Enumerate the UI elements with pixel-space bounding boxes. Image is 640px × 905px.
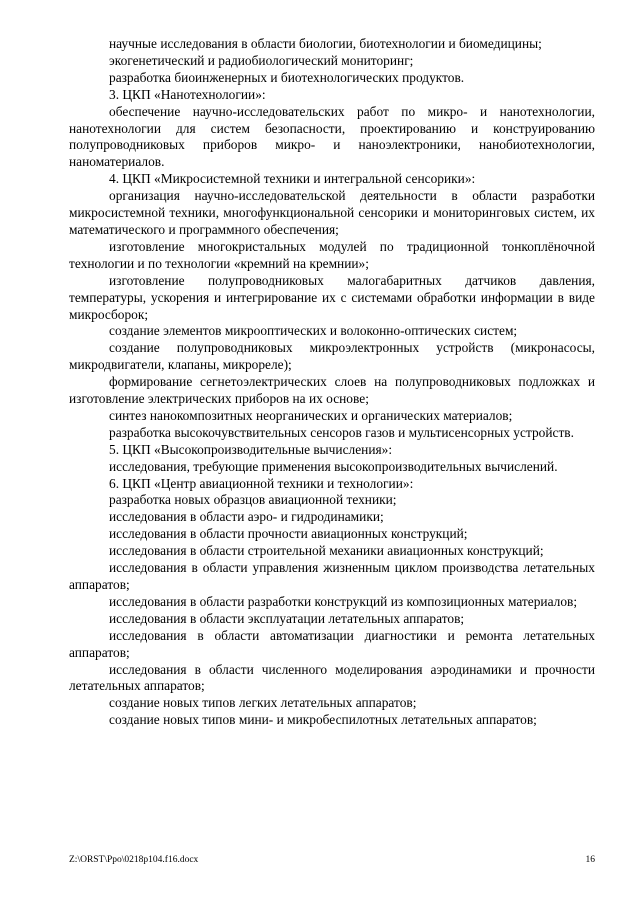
paragraph: синтез нанокомпозитных неорганических и органических материалов; [109,407,513,423]
section-heading: 3. ЦКП «Нанотехнологии»: [109,86,266,102]
paragraph: разработка высокочувствительных сенсоров газов и мультисенсорных устройств. [109,424,574,440]
file-path: Z:\ORST\Ppo\0218p104.f16.docx [69,855,199,865]
paragraph: создание полупроводниковых микроэлектронных устройств (микронасосы, микродвигатели, клапаны, микрореле); [69,340,595,373]
page-footer [69,855,595,865]
paragraph: исследования в области эксплуатации летательных аппаратов; [109,610,465,626]
page-number: 16 [585,855,595,865]
paragraph: изготовление полупроводниковых малогабаритных датчиков давления, температуры, ускорения и интегрирование их с системами обработки информации в виде микросборок; [69,272,595,322]
paragraph: создание новых типов легких летательных аппаратов; [109,695,417,711]
paragraph: организация научно-исследовательской деятельности в области разработки микросистемной техники, многофункциональной сенсорики и мониторинговых систем, их математического и программного обеспечения; [69,188,595,237]
paragraph: исследования в области строительной механики авиационных конструкций; [109,543,544,559]
document-body [69,36,595,729]
paragraph: исследования в области автоматизации диагностики и ремонта летательных аппаратов; [69,627,595,660]
paragraph: исследования в области разработки конструкций из композиционных материалов; [109,593,578,609]
paragraph: исследования в области численного моделирования аэродинамики и прочности летательных аппаратов; [69,661,595,694]
paragraph: исследования в области прочности авиационных конструкций; [109,526,468,542]
paragraph: создание элементов микрооптических и волоконно-оптических систем; [109,323,518,339]
section-heading: 5. ЦКП «Высокопроизводительные вычисления»: [109,441,393,457]
paragraph: научные исследования в области биологии, биотехнологии и биомедицины; [109,36,542,51]
section-heading: 4. ЦКП «Микросистемной техники и интегральной сенсорики»: [109,171,476,187]
section-heading: 6. ЦКП «Центр авиационной техники и технологии»: [109,475,414,491]
paragraph: экогенетический и радиобиологический мониторинг; [109,52,414,68]
paragraph: формирование сегнетоэлектрических слоев на полупроводниковых подложках и изготовление электрических приборов на их основе; [69,374,595,407]
paragraph: обеспечение научно-исследовательских работ по микро- и нанотехнологии, нанотехнологии для систем безопасности, проектированию и конструированию полупроводниковых приборов микро- и наноэлектроники, нанобиотехнологии, наноматериалов. [69,103,595,170]
paragraph: изготовление многокристальных модулей по традиционной тонкоплёночной технологии и по технологии «кремний на кремнии»; [69,238,595,271]
paragraph: разработка биоинженерных и биотехнологических продуктов. [109,69,465,85]
paragraph: исследования в области управления жизненным циклом производства летательных аппаратов; [69,560,595,592]
paragraph: разработка новых образцов авиационной техники; [109,492,397,508]
paragraph: исследования, требующие применения высокопроизводительных вычислений. [109,458,558,474]
paragraph: создание новых типов мини- и микробеспилотных летательных аппаратов; [109,712,537,728]
paragraph: исследования в области аэро- и гидродинамики; [109,509,384,525]
